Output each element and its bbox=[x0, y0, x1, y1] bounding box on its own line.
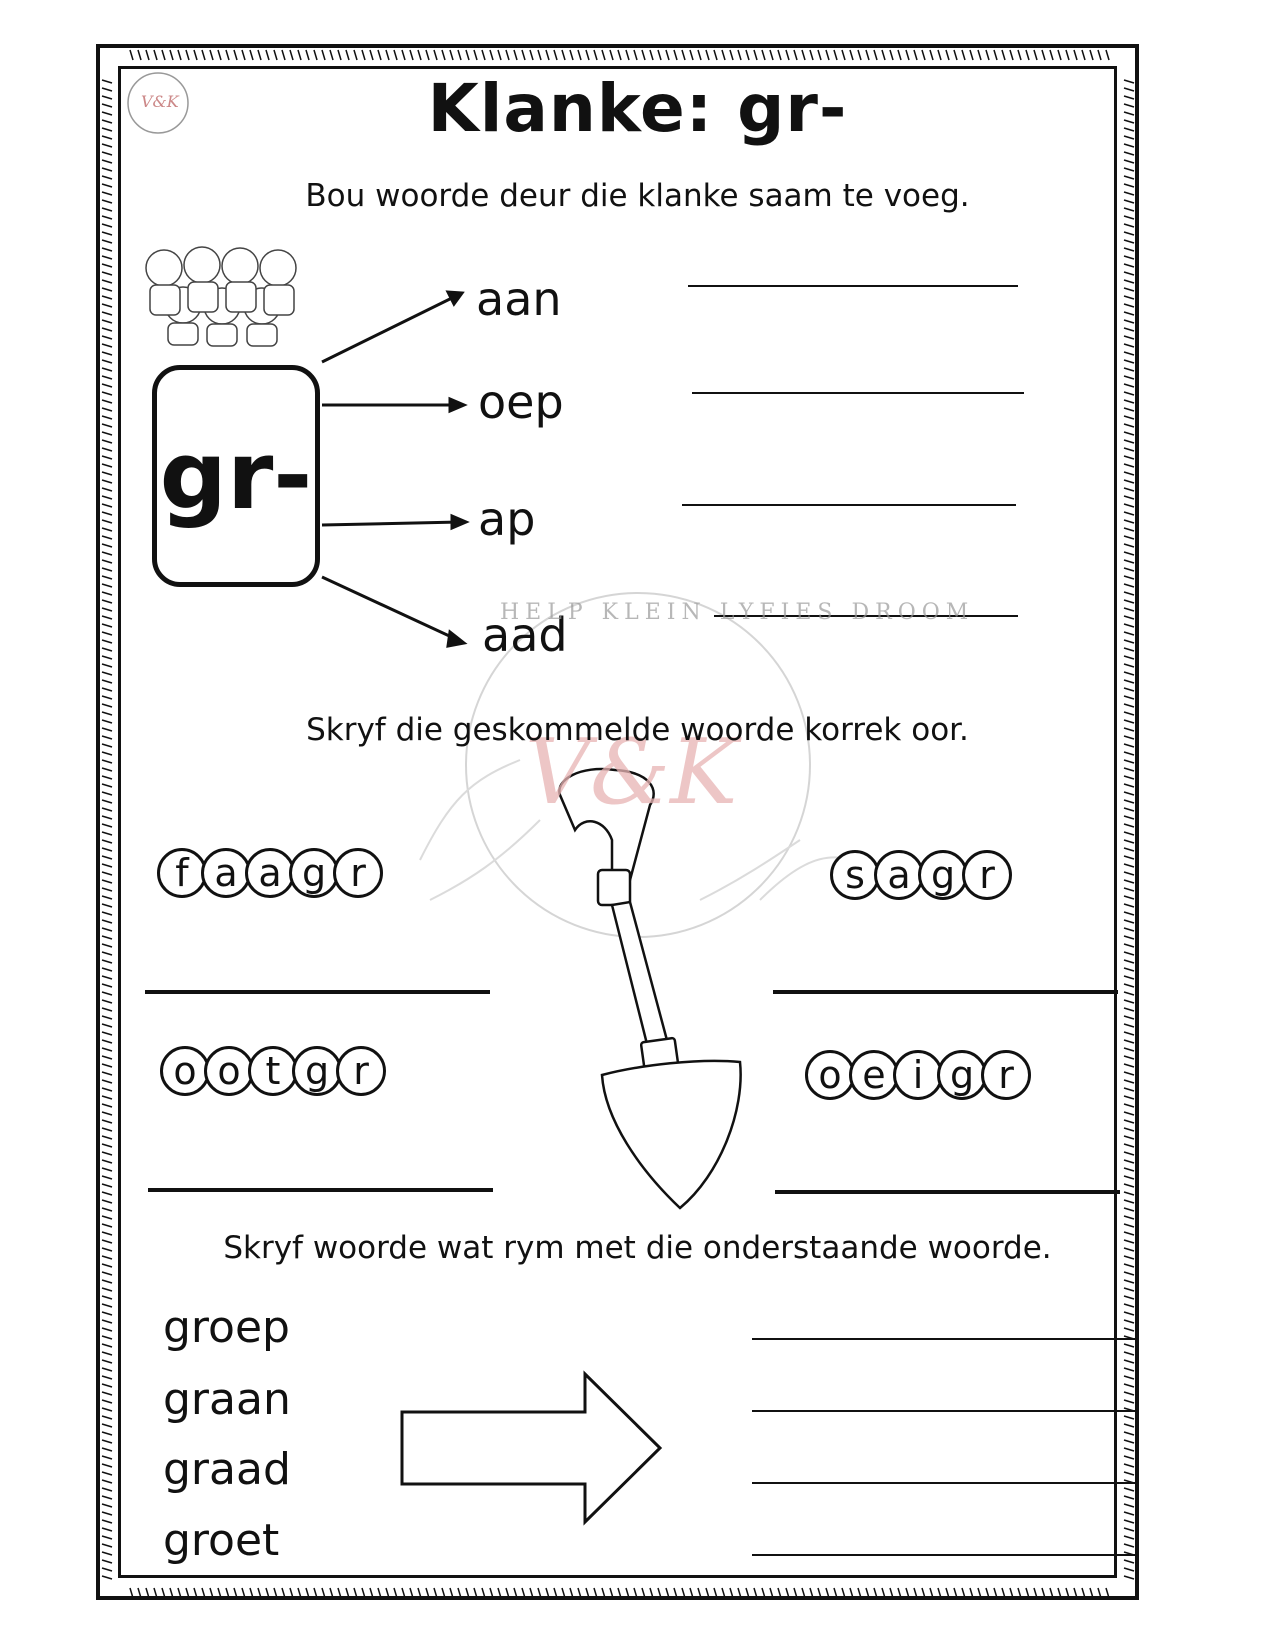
letter-circle: r bbox=[333, 848, 383, 898]
ending-aad: aad bbox=[482, 608, 568, 662]
answer-line[interactable] bbox=[775, 1190, 1120, 1194]
logo-monogram: V&K bbox=[141, 92, 179, 111]
page-title: Klanke: gr- bbox=[427, 70, 848, 147]
answer-line[interactable] bbox=[148, 1188, 493, 1192]
children-group-image bbox=[146, 247, 296, 346]
onset-label: gr- bbox=[159, 421, 313, 531]
letter-circle: r bbox=[336, 1046, 386, 1096]
letter-circle: o bbox=[204, 1046, 254, 1096]
letter-circle: e bbox=[849, 1050, 899, 1100]
letter-circle: g bbox=[292, 1046, 342, 1096]
ending-oep: oep bbox=[478, 375, 564, 429]
answer-line[interactable] bbox=[752, 1410, 1135, 1412]
rhyme-word: graan bbox=[163, 1374, 291, 1425]
answer-line[interactable] bbox=[692, 392, 1024, 394]
answer-line[interactable] bbox=[145, 990, 490, 994]
answer-line[interactable] bbox=[752, 1554, 1135, 1556]
scrambled-word-3 bbox=[160, 1046, 380, 1096]
answer-line[interactable] bbox=[682, 504, 1016, 506]
letter-circle: i bbox=[893, 1050, 943, 1100]
letter-circle: r bbox=[981, 1050, 1031, 1100]
scrambled-word-1 bbox=[157, 848, 377, 898]
letter-circle: g bbox=[937, 1050, 987, 1100]
scrambled-word-2 bbox=[830, 850, 1006, 900]
rhyme-word: groet bbox=[163, 1515, 280, 1566]
letter-circle: r bbox=[962, 850, 1012, 900]
scrambled-word-4 bbox=[805, 1050, 1025, 1100]
rhyme-word: groep bbox=[163, 1302, 290, 1353]
answer-line[interactable] bbox=[752, 1338, 1135, 1340]
rhyme-word: graad bbox=[163, 1444, 291, 1495]
letter-circle: a bbox=[201, 848, 251, 898]
instruction-rhyme: Skryf woorde wat rym met die onderstaande woorde. bbox=[223, 1230, 1052, 1266]
letter-circle: s bbox=[830, 850, 880, 900]
letter-circle: f bbox=[157, 848, 207, 898]
letter-circle: o bbox=[805, 1050, 855, 1100]
letter-circle: o bbox=[160, 1046, 210, 1096]
blend-arrows bbox=[322, 292, 466, 646]
watermark-monogram: V&K bbox=[525, 720, 738, 825]
answer-line[interactable] bbox=[688, 285, 1018, 287]
letter-circle: g bbox=[289, 848, 339, 898]
letter-circle: g bbox=[918, 850, 968, 900]
instruction-unscramble: Skryf die geskommelde woorde korrek oor. bbox=[306, 712, 969, 748]
letter-circle: t bbox=[248, 1046, 298, 1096]
letter-circle: a bbox=[874, 850, 924, 900]
onset-box bbox=[152, 365, 320, 587]
instruction-build: Bou woorde deur die klanke saam te voeg. bbox=[305, 178, 970, 214]
ending-aan: aan bbox=[476, 272, 562, 326]
ending-ap: ap bbox=[478, 492, 536, 546]
answer-line[interactable] bbox=[773, 990, 1118, 994]
letter-circle: a bbox=[245, 848, 295, 898]
right-arrow-icon bbox=[402, 1374, 660, 1522]
shovel-image bbox=[559, 769, 740, 1208]
watermark-text: HELP KLEIN LYFIES DROOM bbox=[500, 600, 975, 625]
answer-line[interactable] bbox=[752, 1482, 1135, 1484]
